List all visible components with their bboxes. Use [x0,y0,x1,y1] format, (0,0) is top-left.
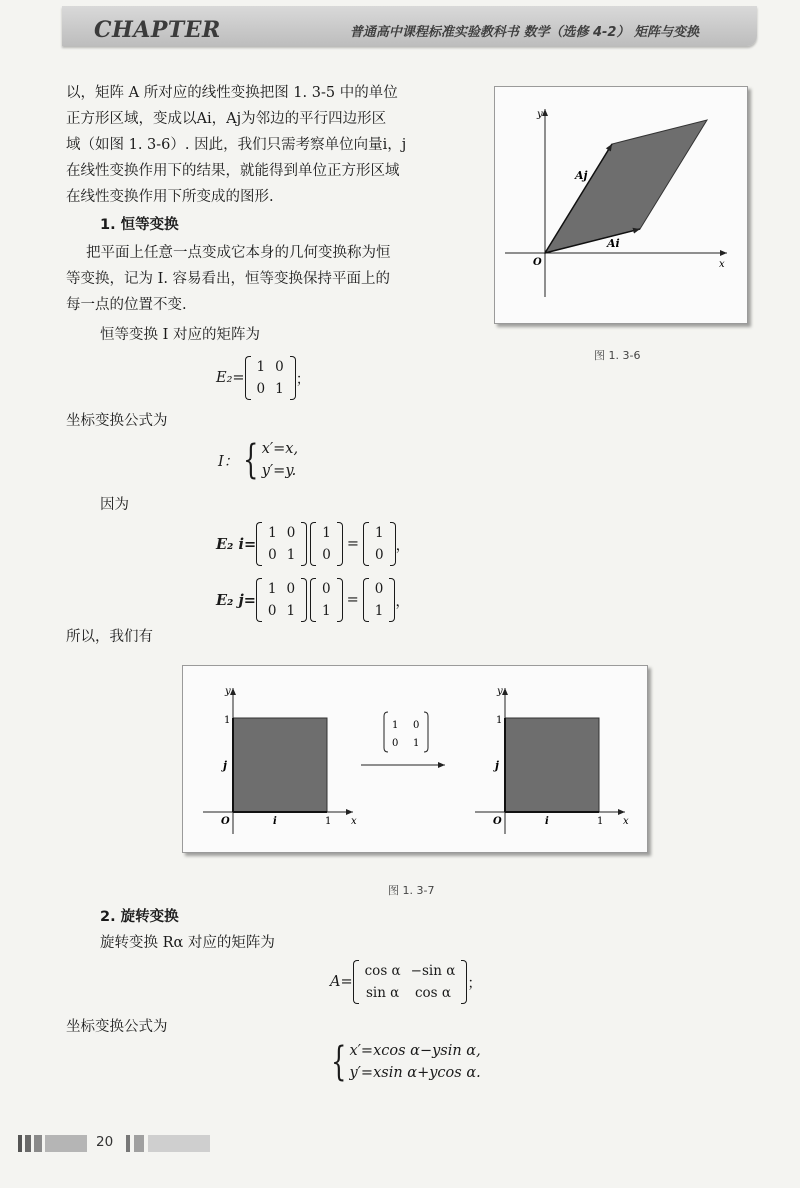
matrix-label-e2: E₂= [216,370,245,386]
identity-para-line-3: 每一点的位置不变. [66,297,187,313]
matrix-end-punct: ； [295,371,311,388]
brace-icon: { [331,1039,347,1085]
identity-matrix [256,522,307,566]
vector-cell: 0 [374,581,384,597]
figure-1-3-7 [182,665,648,853]
coord-formula-intro-2: 坐标变换公式为 [66,1019,168,1035]
rotation-system-line-1: x′=xcos α−ysin α, [349,1043,481,1059]
matrix-cell: 1 [286,603,296,619]
figure-1-3-7-graphic [183,666,647,852]
fig7-origin-left: O [221,816,230,827]
figure-1-3-6-graphic [495,87,747,323]
rotation-system-line-2: y′=xsin α+ycos α. [349,1065,481,1081]
matrix-cell: 1 [275,381,284,397]
fig7-origin-right: O [493,816,502,827]
fig7-matrix-cell: 1 [392,720,399,731]
brace-icon: { [243,437,259,483]
eq-j-label: E₂ j= [216,591,256,609]
rotation-coord-system [326,1040,481,1084]
identity-matrix [245,356,296,400]
identity-para-line-2: 等变换，记为 I. 容易看出，恒等变换保持平面上的 [66,271,391,287]
matrix-bracket-right [424,712,428,752]
fig6-origin-label: O [533,257,542,268]
vector-cell: 1 [322,525,331,541]
unit-square-after [505,718,599,812]
vector-j [310,578,343,622]
vector-cell: 1 [374,603,384,619]
figure-1-3-7-caption: 图 1. 3-7 [388,884,435,897]
fig7-i-label-left: i [273,816,277,827]
because-label: 因为 [100,497,129,513]
rotation-matrix [353,960,468,1004]
figure-1-3-6-caption: 图 1. 3-6 [594,349,641,362]
vector-i [310,522,343,566]
section-heading-rotation: 2. 旋转变换 [100,909,179,925]
rotation-matrix-intro: 旋转变换 Rα 对应的矩阵为 [100,935,275,951]
vector-cell: 0 [322,581,331,597]
page-number: 20 [96,1134,114,1150]
fig7-matrix-cell: 0 [413,720,420,731]
identity-coord-system [218,438,298,482]
vector-i-result [363,522,396,566]
matrix-label-a: A= [330,974,353,990]
matrix-cell: 0 [267,603,277,619]
equation-e2-i [216,522,410,566]
eq-end-punct: ， [395,593,410,610]
matrix-end-punct: ； [467,975,482,992]
vector-cell: 1 [375,525,384,541]
identity-matrix [256,578,307,622]
rotation-matrix-equation [330,960,482,1004]
system-line-2: y′=y. [261,463,297,479]
matrix-cell: 1 [286,547,296,563]
fig7-x-label-right: x [623,816,629,827]
footer-bars-graphic [18,1132,213,1154]
fig7-matrix-cell: 1 [413,738,420,749]
equals-sign: = [346,536,360,552]
equation-e2-j [216,578,410,622]
fig7-y-label-right: y [497,686,503,697]
so-we-have: 所以，我们有 [66,629,153,645]
chapter-label: CHAPTER [94,17,221,43]
fig7-j-label-left: j [223,759,227,772]
fig7-j-label-right: j [495,759,499,772]
identity-matrix-intro: 恒等变换 I 对应的矩阵为 [100,327,260,343]
fig7-one-y-left: 1 [224,715,231,726]
page-footer [18,1132,213,1154]
matrix-cell: 1 [267,581,277,597]
fig7-i-label-right: i [545,816,549,827]
intro-line-5: 在线性变换作用下所变成的图形. [66,189,274,205]
system-label: I： [218,453,239,470]
matrix-cell: 0 [286,581,296,597]
matrix-cell: sin α [365,985,400,1001]
matrix-cell: cos α [364,963,401,979]
fig7-one-x-right: 1 [597,816,604,827]
matrix-cell: 0 [268,547,277,563]
unit-square-before [233,718,327,812]
matrix-cell: 0 [286,525,296,541]
matrix-cell: 1 [268,525,277,541]
system-line-1: x′=x, [261,441,299,457]
fig7-one-x-left: 1 [325,816,332,827]
vector-cell: 1 [322,603,331,619]
intro-line-4: 在线性变换作用下的结果，就能得到单位正方形区域 [66,163,400,179]
intro-line-1: 以，矩阵 A 所对应的线性变换把图 1. 3-5 中的单位 [66,85,398,101]
section-heading-identity: 1. 恒等变换 [100,217,179,233]
matrix-cell: cos α [414,985,451,1001]
eq-end-punct: ， [395,537,411,554]
fig7-x-label-left: x [351,816,357,827]
matrix-bracket-left [384,712,388,752]
matrix-cell: 1 [256,359,266,375]
fig7-matrix-cell: 0 [392,738,399,749]
fig7-y-label-left: y [225,686,231,697]
fig6-ai-label: Ai [607,237,620,250]
fig6-y-label: y [537,109,543,120]
vector-cell: 0 [375,547,384,563]
eq-i-label: E₂ i= [216,535,257,553]
intro-line-2: 正方形区域，变成以Ai，Aj为邻边的平行四边形区 [66,111,387,127]
coord-formula-intro-1: 坐标变换公式为 [66,413,168,429]
vector-j-result [363,578,396,622]
equals-sign: = [346,592,359,608]
figure-1-3-6 [494,86,748,324]
intro-line-3: 域（如图 1. 3-6）. 因此，我们只需考察单位向量i，j [66,137,407,153]
fig6-x-label: x [719,259,725,270]
fig7-one-y-right: 1 [496,715,503,726]
matrix-cell: −sin α [410,963,456,979]
fig6-aj-label: Aj [575,169,588,182]
page-header [62,6,757,46]
identity-matrix-equation [216,356,310,400]
matrix-cell: 0 [256,381,266,397]
matrix-cell: 0 [275,359,284,375]
identity-para-line-1: 把平面上任意一点变成它本身的几何变换称为恒 [86,245,391,261]
book-title: 普通高中课程标准实验教科书 数学（选修 4-2） 矩阵与变换 [349,25,699,40]
vector-cell: 0 [322,547,331,563]
